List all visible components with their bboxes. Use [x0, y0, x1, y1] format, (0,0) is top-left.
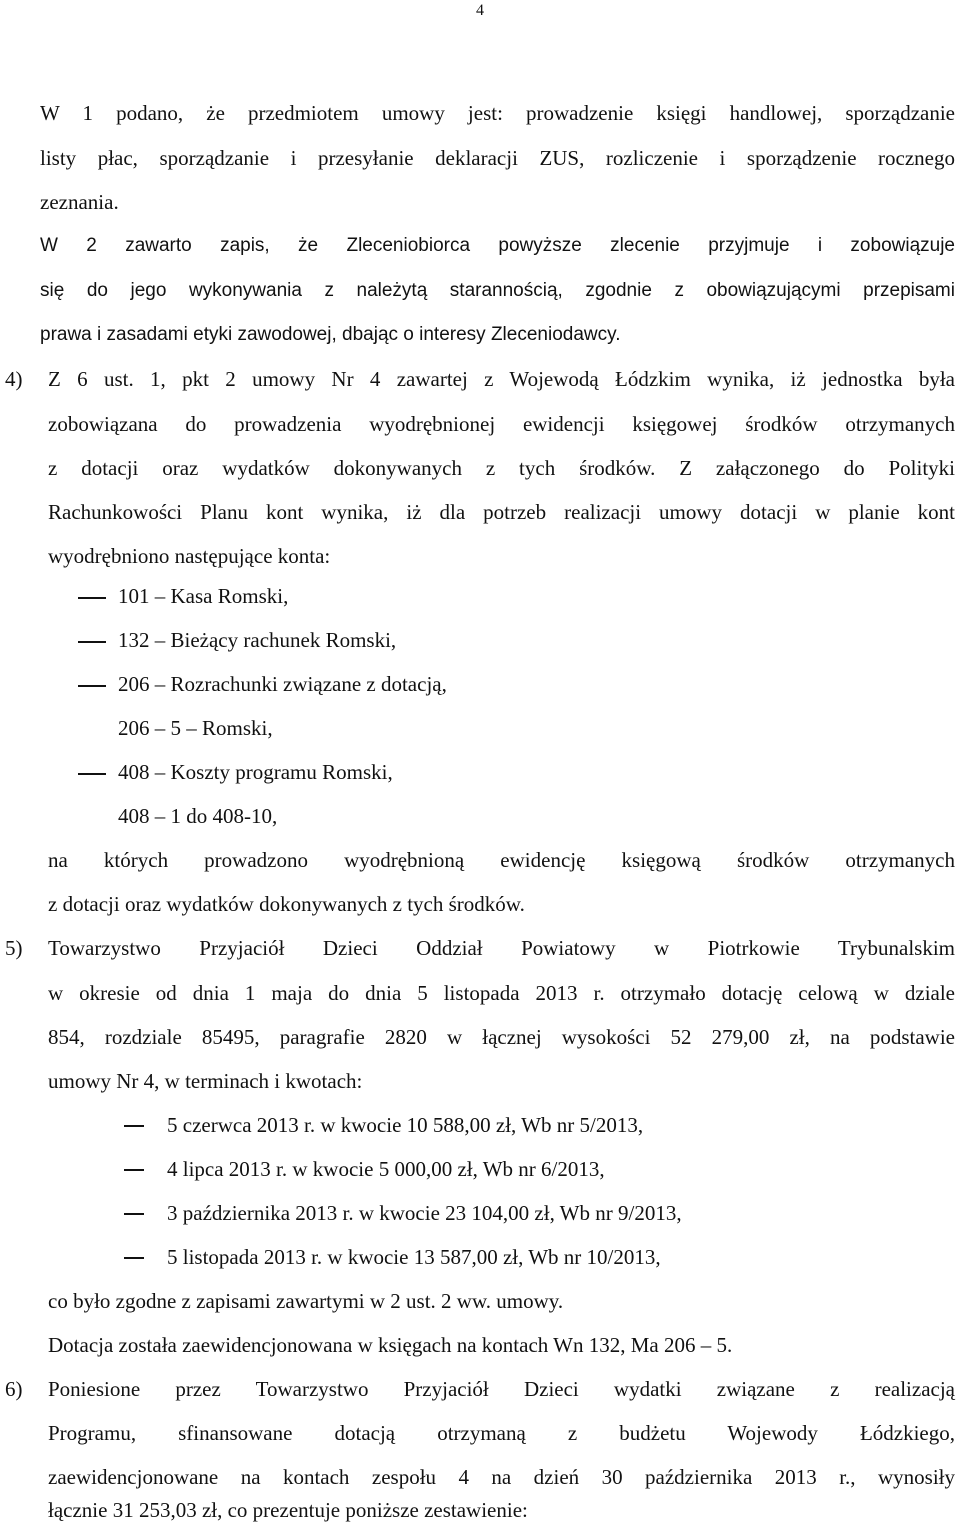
account-item: 132 – Bieżący rachunek Romski, — [118, 628, 397, 652]
item-5-line-4: umowy Nr 4, w terminach i kwotach: — [48, 1069, 363, 1093]
account-item: 101 – Kasa Romski, — [118, 584, 289, 608]
item-4-after-line-1: na których prowadzono wyodrębnioną ewidencję księgową środków otrzymanych — [48, 848, 955, 872]
intro-p2-line-2: się do jego wykonywania z należytą starannością, zgodnie z obowiązującymi przepisami — [40, 280, 955, 301]
intro-p1-line-1: W 1 podano, że przedmiotem umowy jest: prowadzenie księgi handlowej, sporządzanie — [40, 101, 955, 125]
item-4-label: 4) — [5, 367, 23, 391]
intro-p2-line-3: prawa i zasadami etyki zawodowej, dbając o interesy Zleceniodawcy. — [40, 324, 621, 345]
account-bullet — [78, 685, 106, 687]
tranche-bullet — [124, 1213, 144, 1215]
item-6-line-3: zaewidencjonowane na kontach zespołu 4 na dzień 30 października 2013 r., wynosiły — [48, 1465, 955, 1489]
account-item: 206 – Rozrachunki związane z dotacją, — [118, 672, 447, 696]
account-bullet — [78, 773, 106, 775]
item-5-after-line-2: Dotacja została zaewidencjonowana w księgach na kontach Wn 132, Ma 206 – 5. — [48, 1333, 733, 1357]
intro-p2-line-1: W 2 zawarto zapis, że Zleceniobiorca powyższe zlecenie przyjmuje i zobowiązuje — [40, 235, 955, 256]
item-5-label: 5) — [5, 936, 23, 960]
item-6-line-2: Programu, sfinansowane dotacją otrzymaną z budżetu Wojewody Łódzkiego, — [48, 1421, 955, 1445]
intro-p1-line-2: listy płac, sporządzanie i przesyłanie deklaracji ZUS, rozliczenie i sporządzenie rocznego — [40, 146, 955, 170]
item-4-after-line-2: z dotacji oraz wydatków dokonywanych z tych środków. — [48, 892, 525, 916]
item-5-after-line-1: co było zgodne z zapisami zawartymi w 2 ust. 2 ww. umowy. — [48, 1289, 564, 1313]
tranche-item: 3 października 2013 r. w kwocie 23 104,00 zł, Wb nr 9/2013, — [167, 1201, 682, 1225]
item-6-line-1: Poniesione przez Towarzystwo Przyjaciół Dzieci wydatki związane z realizacją — [48, 1377, 955, 1401]
tranche-bullet — [124, 1125, 144, 1127]
item-5-line-1: Towarzystwo Przyjaciół Dzieci Oddział Powiatowy w Piotrkowie Trybunalskim — [48, 936, 955, 960]
account-bullet — [78, 597, 106, 599]
item-5-line-2: w okresie od dnia 1 maja do dnia 5 listopada 2013 r. otrzymało dotację celową w dziale — [48, 981, 955, 1005]
item-6-line-4: łącznie 31 253,03 zł, co prezentuje poniższe zestawienie: — [48, 1498, 528, 1522]
item-4-line-5: wyodrębniono następujące konta: — [48, 544, 331, 568]
item-4-line-4: Rachunkowości Planu kont wynika, iż dla potrzeb realizacji umowy dotacji w planie kont — [48, 500, 955, 524]
tranche-bullet — [124, 1257, 144, 1259]
tranche-item: 5 listopada 2013 r. w kwocie 13 587,00 zł, Wb nr 10/2013, — [167, 1245, 661, 1269]
page-number: 4 — [476, 2, 484, 19]
account-item: 408 – 1 do 408-10, — [118, 804, 278, 828]
item-6-label: 6) — [5, 1377, 23, 1401]
item-4-line-1: Z 6 ust. 1, pkt 2 umowy Nr 4 zawartej z Wojewodą Łódzkim wynika, iż jednostka była — [48, 367, 955, 391]
tranche-item: 5 czerwca 2013 r. w kwocie 10 588,00 zł, Wb nr 5/2013, — [167, 1113, 644, 1137]
account-bullet — [78, 641, 106, 643]
item-5-line-3: 854, rozdziale 85495, paragrafie 2820 w łącznej wysokości 52 279,00 zł, na podstawie — [48, 1025, 955, 1049]
account-item: 408 – Koszty programu Romski, — [118, 760, 393, 784]
tranche-item: 4 lipca 2013 r. w kwocie 5 000,00 zł, Wb nr 6/2013, — [167, 1157, 605, 1181]
account-item: 206 – 5 – Romski, — [118, 716, 273, 740]
tranche-bullet — [124, 1169, 144, 1171]
item-4-line-3: z dotacji oraz wydatków dokonywanych z tych środków. Z załączonego do Polityki — [48, 456, 955, 480]
intro-p1-line-3: zeznania. — [40, 190, 119, 214]
item-4-line-2: zobowiązana do prowadzenia wyodrębnionej ewidencji księgowej środków otrzymanych — [48, 412, 955, 436]
